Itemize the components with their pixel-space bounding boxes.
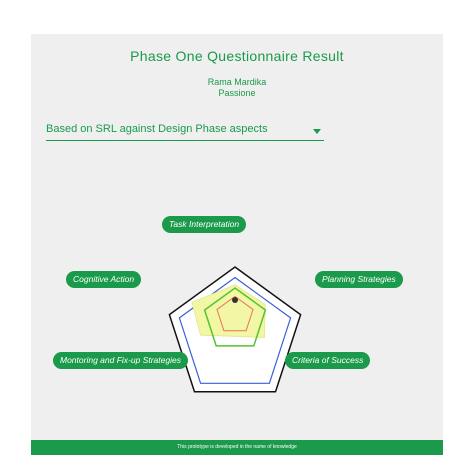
axis-label-cognitive-action: Cognitive Action (66, 271, 141, 288)
footer-bar: This prototype is developed in the name of knowledge (31, 440, 443, 455)
result-card (31, 34, 443, 455)
axis-label-task-interpretation: Task Interpretation (162, 216, 246, 233)
user-name: Rama Mardika (207, 77, 267, 87)
group-name: Passione (218, 88, 256, 98)
axis-label-planning-strategies: Planning Strategies (315, 271, 403, 288)
axis-label-criteria-of-success: Criteria of Success (285, 352, 370, 369)
dropdown-selected-value: Based on SRL against Design Phase aspects (46, 123, 268, 135)
radar-center-dot (232, 297, 238, 303)
page-title: Phase One Questionnaire Result (130, 48, 344, 64)
axis-label-monitoring-fixup: Montoring and Fix-up Strategies (53, 352, 188, 369)
radar-chart (31, 34, 443, 455)
